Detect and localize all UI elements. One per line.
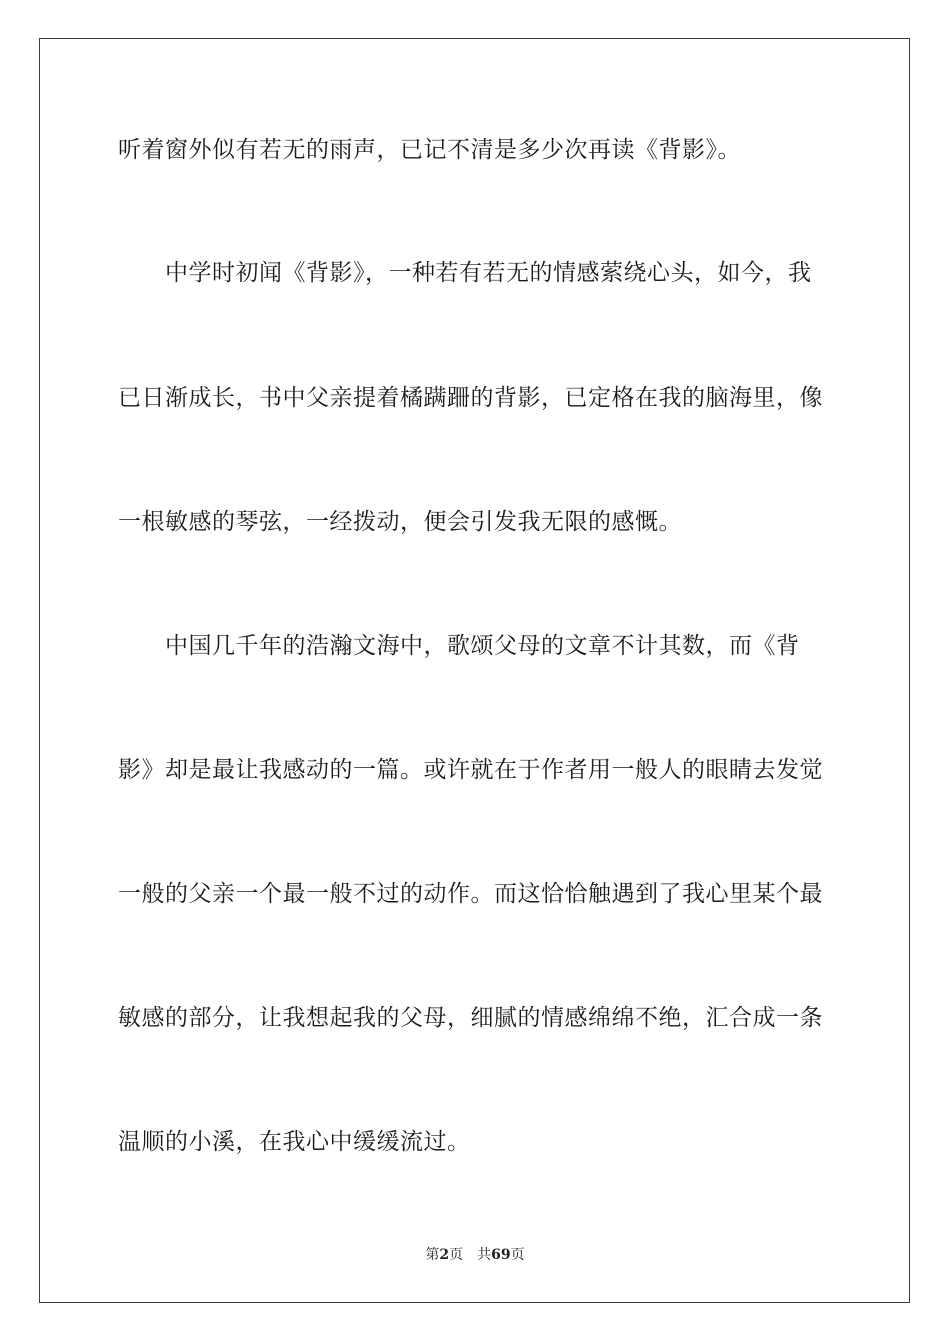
page-border: [39, 38, 910, 1303]
text-line: 敏感的部分，让我想起我的父母，细腻的情感绵绵不绝，汇合成一条: [118, 1005, 823, 1031]
total-prefix: 共: [477, 1247, 492, 1263]
page-suffix: 页: [449, 1247, 464, 1263]
text-line: 听着窗外似有若无的雨声，已记不清是多少次再读《背影》。: [118, 137, 741, 163]
total-pages: 69: [491, 1247, 511, 1263]
text-line: 中学时初闻《背影》，一种若有若无的情感萦绕心头，如今，我: [118, 260, 812, 286]
page-prefix: 第: [425, 1247, 440, 1263]
page-number: 2: [439, 1247, 450, 1263]
text-line: 一般的父亲一个最一般不过的动作。而这恰恰触遇到了我心里某个最: [118, 881, 823, 907]
text-line: 一根敏感的琴弦，一经拨动，便会引发我无限的感慨。: [118, 509, 682, 535]
text-line: 已日渐成长，书中父亲提着橘蹒跚的背影，已定格在我的脑海里，像: [118, 385, 823, 411]
total-suffix: 页: [510, 1247, 525, 1263]
text-line: 中国几千年的浩瀚文海中，歌颂父母的文章不计其数，而《背: [118, 633, 800, 659]
text-line: 温顺的小溪，在我心中缓缓流过。: [118, 1129, 471, 1155]
text-line: 影》却是最让我感动的一篇。或许就在于作者用一般人的眼睛去发觉: [118, 757, 823, 783]
page-footer: [0, 1245, 950, 1265]
